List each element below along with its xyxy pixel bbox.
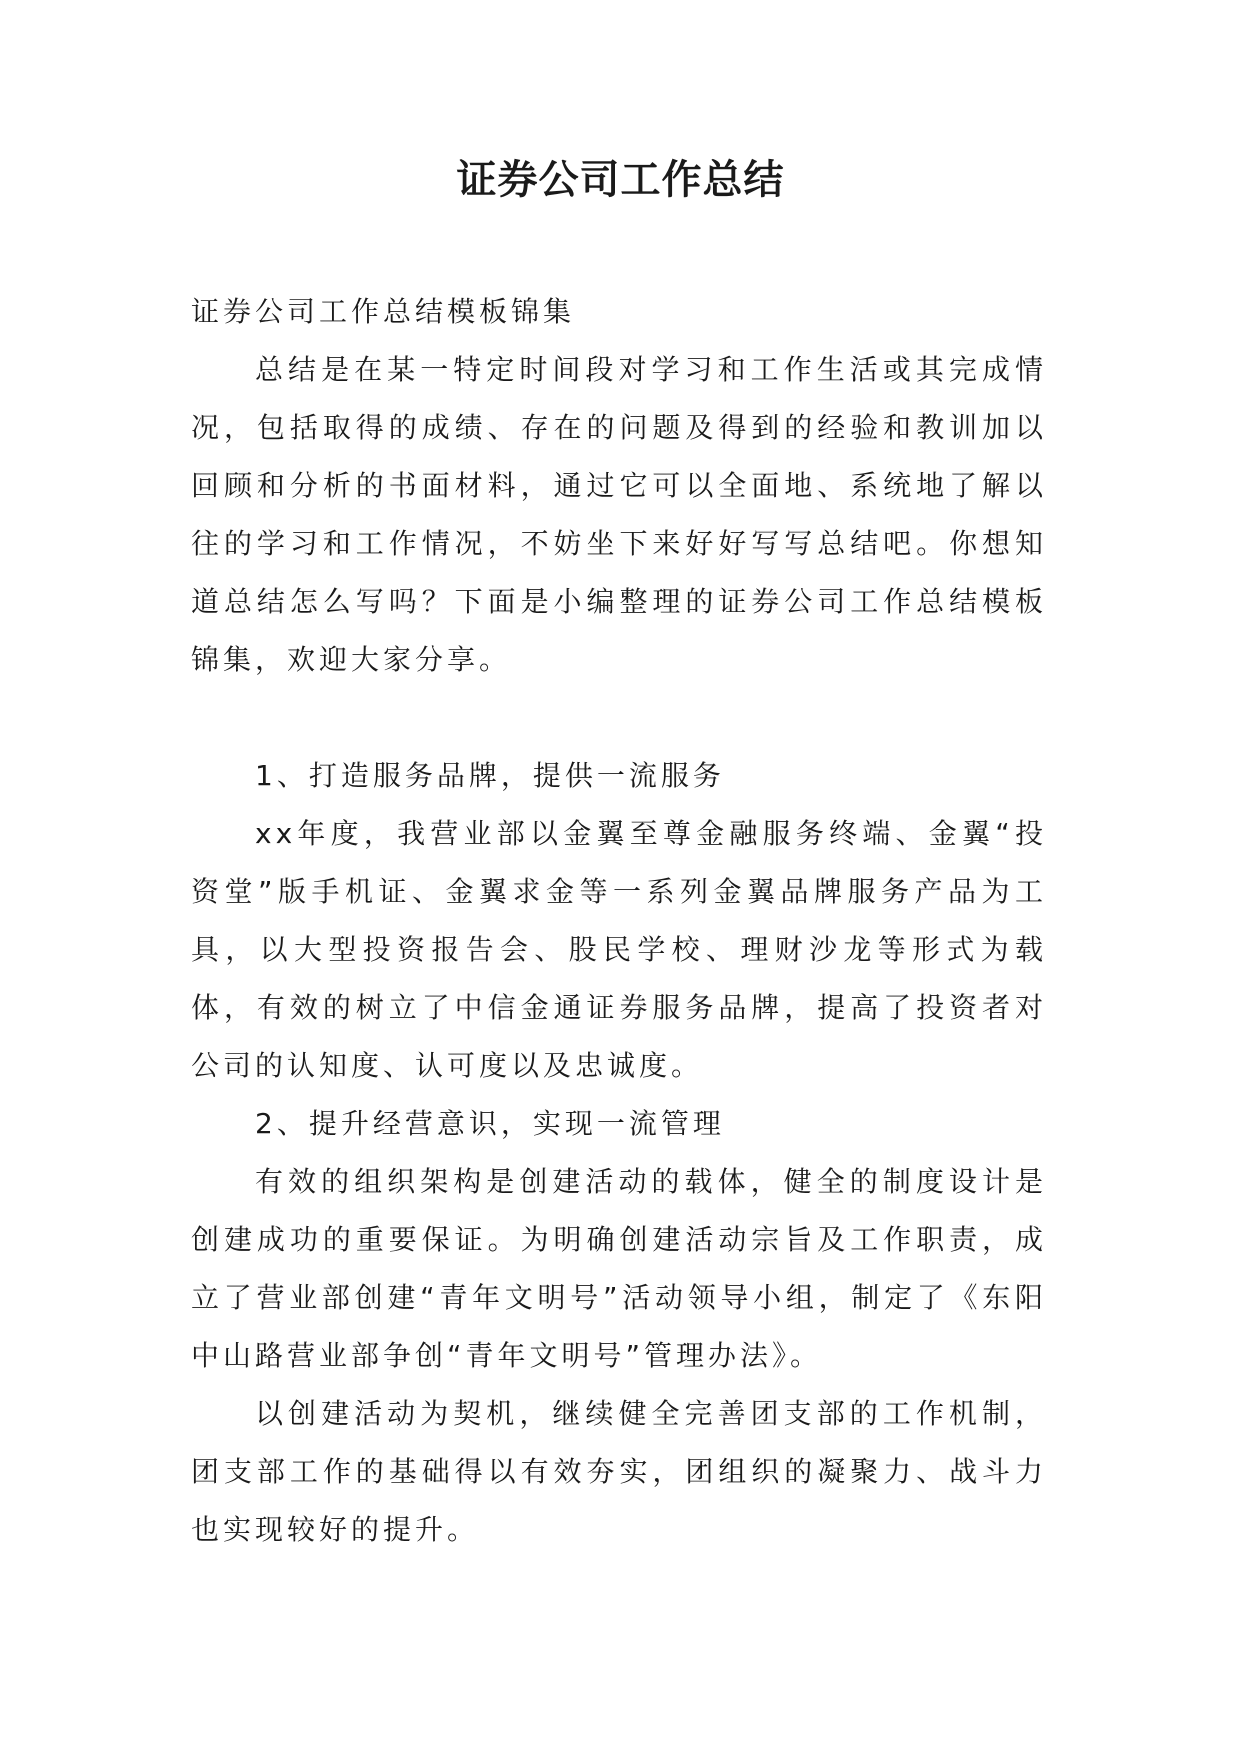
section2-heading: 2、提升经营意识，实现一流管理	[255, 1107, 725, 1140]
section1-heading: 1、打造服务品牌，提供一流服务	[255, 759, 725, 792]
document-body	[191, 283, 1047, 1559]
section2-paragraph-1: 有效的组织架构是创建活动的载体，健全的制度设计是创建成功的重要保证。为明确创建活动宗旨及工作职责，成立了营业部创建“青年文明号”活动领导小组，制定了《东阳中山路营业部争创“青年文明号”管理办法》。	[191, 1165, 1047, 1372]
paragraph-gap	[191, 689, 1047, 747]
section2-paragraph-2: 以创建活动为契机，继续健全完善团支部的工作机制，团支部工作的基础得以有效夯实，团组织的凝聚力、战斗力也实现较好的提升。	[191, 1397, 1047, 1546]
section1-paragraph: xx年度，我营业部以金翼至尊金融服务终端、金翼“投资堂”版手机证、金翼求金等一系列金翼品牌服务产品为工具，以大型投资报告会、股民学校、理财沙龙等形式为载体，有效的树立了中信金通证券服务品牌，提高了投资者对公司的认知度、认可度以及忠诚度。	[191, 817, 1047, 1082]
intro-paragraph: 总结是在某一特定时间段对学习和工作生活或其完成情况，包括取得的成绩、存在的问题及得到的经验和教训加以回顾和分析的书面材料，通过它可以全面地、系统地了解以往的学习和工作情况，不妨坐下来好好写写总结吧。你想知道总结怎么写吗？下面是小编整理的证券公司工作总结模板锦集，欢迎大家分享。	[191, 353, 1047, 676]
document-title: 证券公司工作总结	[456, 156, 785, 203]
document-subtitle: 证券公司工作总结模板锦集	[191, 295, 576, 328]
